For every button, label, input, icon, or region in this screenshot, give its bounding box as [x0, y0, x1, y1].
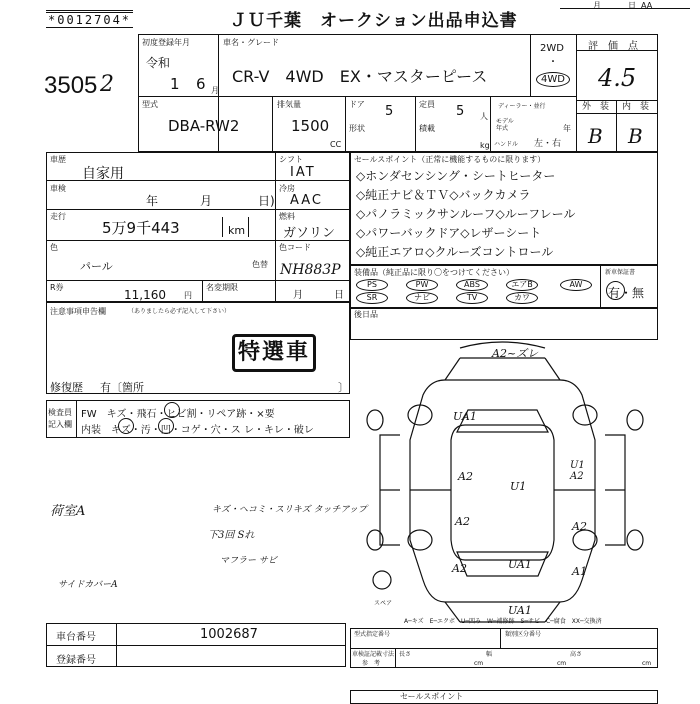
lot-mark: 2: [100, 72, 114, 97]
barcode-number: *0012704*: [46, 10, 133, 28]
note-right-1: キズ・ヘコミ・スリキズ タッチアップ: [212, 505, 367, 515]
after-box: [350, 308, 658, 340]
interior-label: 内 装: [622, 102, 650, 112]
lot-number: 3505: [44, 72, 98, 99]
registration-year: 1: [170, 75, 180, 93]
drive-4wd: 4WD: [536, 72, 570, 87]
registration-month: 6: [196, 75, 206, 93]
inspection-label: 車検: [50, 184, 66, 193]
equipment-item: ABS: [456, 279, 488, 291]
displacement-label: 排気量: [277, 100, 301, 109]
handle-value: 左・右: [534, 139, 562, 149]
color-value: パール: [80, 260, 113, 273]
dims-label: 車検証記載寸法: [352, 651, 395, 658]
note-right-2: 下3回 Sれ: [208, 530, 255, 541]
diagram-label-1: UA1: [453, 410, 477, 423]
length-label: 長さ: [399, 651, 412, 658]
equipment-item: PS: [356, 279, 388, 291]
rating-score: 4.5: [598, 64, 637, 92]
model-label: 車名・グレード: [223, 38, 279, 47]
color-code-value: NH883P: [280, 262, 341, 278]
equipment-item: カワ: [506, 292, 538, 304]
warranty-label: 新車保証書: [605, 269, 636, 276]
selling-points-label: セールスポイント（正常に機能するものに限ります）: [354, 155, 546, 164]
doors-value: 5: [385, 104, 394, 119]
special-stamp: 特選車: [232, 334, 316, 372]
repair-close: 〕: [338, 381, 349, 394]
color-change-label: 色替: [252, 260, 268, 269]
length-unit: cm: [474, 660, 484, 667]
shape-label: 形状: [349, 124, 365, 133]
equipment-item: PW: [406, 279, 438, 291]
fuel-label: 燃料: [279, 212, 295, 221]
model-year-label: モデル年式: [496, 118, 514, 132]
displacement-unit: CC: [330, 140, 342, 149]
recycle-label: R券: [50, 283, 64, 292]
aa-label: AA: [641, 1, 653, 10]
diagram-label-8: UA1: [508, 558, 532, 571]
repair-label: 修復歴: [50, 381, 83, 394]
exterior-grade: B: [588, 124, 603, 148]
loading-unit: kg: [480, 141, 490, 150]
registration-label: 初度登録年月: [142, 38, 190, 47]
capacity-value: 5: [456, 104, 465, 119]
equipment-item: AW: [560, 279, 592, 291]
selling-point-item: ◇純正エアロ◇クルーズコントロール: [356, 245, 554, 259]
spare-label: スペア: [374, 600, 393, 607]
note-left-2: サイドカバーA: [58, 580, 118, 590]
recycle-unit: 円: [184, 291, 192, 300]
selling-point-item: ◇パワーバックドア◇レザーシート: [356, 226, 542, 240]
recycle-value: 11,160: [124, 288, 166, 302]
designation-label: 型式指定番号: [354, 631, 391, 638]
model-name: CR-V 4WD EX・マスターピース: [232, 67, 488, 86]
dims-label-2: 参 考: [362, 660, 381, 667]
chassis-number: 1002687: [200, 627, 258, 642]
bottom-strip-text: セールスポイント: [400, 692, 464, 701]
diagram-label-4: U1 A2: [570, 460, 585, 482]
diagram-label-10: UA1: [508, 604, 532, 617]
chassis-label: 車台番号: [56, 632, 96, 643]
repair-value: 有〔箇所: [100, 381, 144, 394]
day-label: 日: [628, 1, 636, 10]
inspector-label-2: 記入欄: [48, 420, 72, 429]
width-label: 幅: [486, 651, 493, 658]
doors-label: ドア: [349, 100, 365, 109]
month-label: 月: [593, 1, 601, 10]
diagram-label-5: A2: [455, 515, 470, 528]
drive-2wd: 2WD: [540, 43, 564, 54]
selling-point-item: ◇パノラミックサンルーフ◇ルーフレール: [356, 207, 576, 221]
fuel-value: ガソリン: [283, 226, 336, 241]
shift-value: IAT: [290, 165, 316, 180]
diagram-label-3: U1: [510, 480, 527, 493]
equipment-item: SR: [356, 292, 388, 304]
ac-label: 冷房: [279, 184, 295, 193]
drive-dot: ・: [548, 57, 558, 68]
warranty-value: 有・無: [608, 286, 645, 300]
displacement: 1500: [291, 117, 330, 135]
shift-label: シフト: [279, 155, 303, 164]
ac-value: AAC: [290, 193, 323, 208]
inspection-day: 日): [258, 194, 275, 208]
diagram-label-2: A2: [458, 470, 473, 483]
inspection-year: 年: [146, 194, 159, 208]
selling-point-item: ◇純正ナビ＆ＴＶ◇バックカメラ: [356, 188, 531, 202]
rating-label: 評 価 点: [588, 41, 638, 52]
bottom-strip: [350, 690, 658, 704]
loading-label: 積載: [419, 124, 435, 133]
inspector-line-2: 内装 キズ・汚・凹・コゲ・穴・ス レ・キレ・破レ: [81, 425, 314, 436]
color-label: 色: [50, 243, 58, 252]
category-label: 類別区分番号: [505, 631, 542, 638]
notes-label: 注意事項申告欄: [50, 307, 106, 316]
damage-legend: A─キズ E─エクボ U─凹み W─補修跡 S─サビ C─腐食 XX─交換済: [404, 618, 602, 625]
diagram-label-6: A2: [572, 520, 587, 533]
capacity-unit: 人: [480, 112, 488, 121]
vehicle-type: DBA-RW2: [168, 117, 240, 135]
note-left-1: 荷室A: [50, 504, 86, 519]
note-right-3: マフラー サビ: [220, 556, 277, 566]
equipment-label: 装備品（純正品に限り〇をつけてください）: [354, 268, 514, 277]
after-label: 後日品: [354, 310, 378, 319]
name-change-month: 月: [293, 290, 303, 301]
capacity-label: 定員: [419, 100, 435, 109]
inspector-label-1: 検査員: [48, 408, 72, 417]
model-year-unit: 年: [563, 124, 571, 133]
inspection-month: 月: [200, 194, 213, 208]
width-unit: cm: [557, 660, 567, 667]
name-change-label: 名変期限: [206, 283, 238, 292]
name-change-day: 日: [334, 290, 344, 301]
selling-point-item: ◇ホンダセンシング・シートヒーター: [356, 169, 556, 183]
dealer-label: ディーラー・並行: [498, 103, 546, 110]
height-unit: cm: [642, 660, 652, 667]
interior-grade: B: [628, 124, 643, 148]
inspector-line-1: FW キズ・飛石・ヒビ割・リペア跡・×要: [81, 409, 275, 420]
usage-label: 車歴: [50, 155, 66, 164]
notes-hint: （ありましたら必ず記入して下さい）: [128, 308, 231, 315]
diagram-label-7: A2: [452, 562, 467, 575]
color-code-label: 色コード: [279, 243, 311, 252]
mileage-unit: km: [228, 224, 246, 237]
equipment-item: TV: [456, 292, 488, 304]
height-label: 高さ: [570, 651, 583, 658]
registration-number-label: 登録番号: [56, 655, 96, 666]
equipment-item: エアB: [506, 279, 538, 291]
registration-era: 令和: [146, 56, 171, 70]
diagram-label-9: A1: [572, 565, 587, 578]
diagram-top-note: A2~ズレ: [492, 347, 539, 360]
registration-month-unit: 月: [211, 86, 219, 95]
handle-label: ハンドル: [494, 141, 519, 148]
equipment-item: ナビ: [406, 292, 438, 304]
type-label: 型式: [142, 100, 158, 109]
exterior-label: 外 装: [582, 102, 610, 112]
usage-value: 自家用: [82, 166, 124, 182]
mileage-label: 走行: [50, 212, 66, 221]
mileage-value: 5万9千443: [102, 219, 180, 237]
form-title: ＪＵ千葉 オークション出品申込書: [230, 11, 518, 31]
